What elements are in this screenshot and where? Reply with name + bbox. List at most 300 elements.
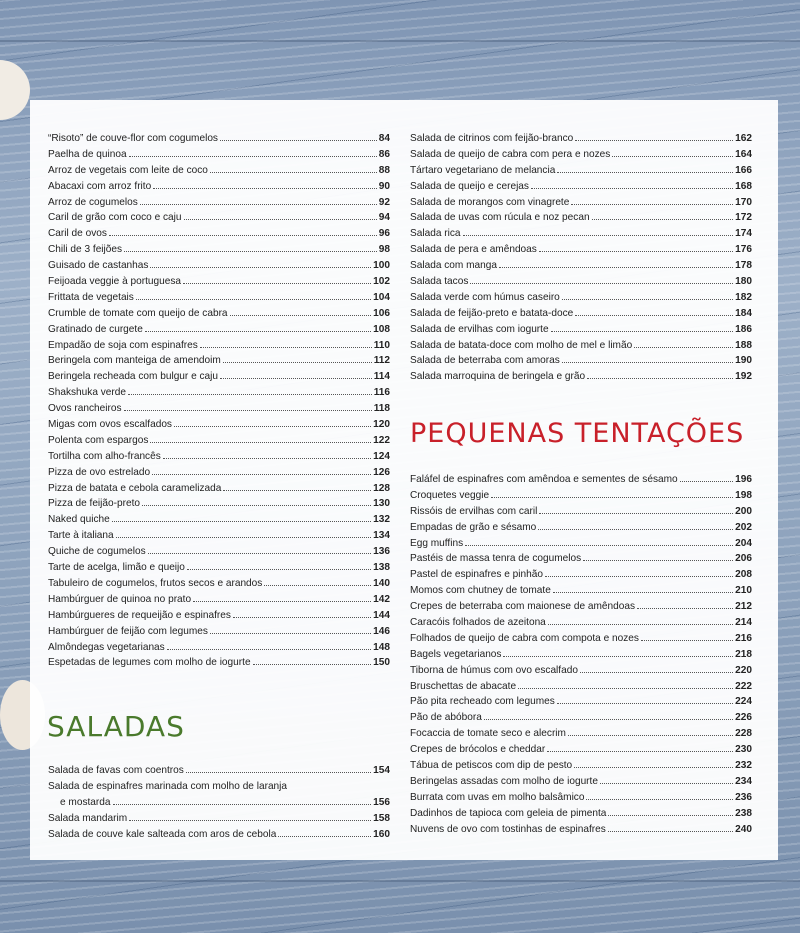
toc-entry-page: 124 [373,450,390,462]
toc-entry [48,179,390,195]
toc-entry-title: Guisado de castanhas [48,260,149,272]
toc-entry-page: 122 [373,434,390,446]
wood-plank-line [0,40,800,42]
dot-leader [608,822,733,832]
toc-entry [410,147,752,163]
dot-leader [142,496,371,506]
toc-entry-page: 188 [735,339,752,351]
toc-entry [410,742,752,758]
dot-leader [148,544,372,554]
toc-entry-page: 164 [735,148,752,160]
dot-leader [223,353,372,363]
toc-entry-title: Crepes de brócolos e cheddar [410,744,546,756]
toc-entry-title: e mostarda [60,796,111,808]
toc-entry [48,827,390,843]
toc-entry-page: 204 [735,537,752,549]
toc-entry-page: 210 [735,585,752,597]
dot-leader [150,258,371,268]
left-column [48,131,390,671]
toc-entry-page: 240 [735,823,752,835]
dot-leader [539,504,733,514]
toc-entry-page: 196 [735,474,752,485]
toc-entry-page: 142 [373,593,390,605]
toc-entry [48,433,390,449]
toc-entry-title: Caracóis folhados de azeitona [410,617,546,629]
toc-entry [410,274,752,290]
toc-entry-title: Gratinado de curgete [48,323,143,335]
toc-entry [410,242,752,258]
saladas-list [48,763,390,842]
toc-entry-page: 100 [373,260,390,272]
toc-entry [48,608,390,624]
dot-leader [253,655,372,665]
toc-entry-title: Beringelas assadas com molho de iogurte [410,775,598,787]
toc-entry-page: 126 [373,466,390,478]
toc-entry [410,353,752,369]
toc-entry-title: Empadas de grão e sésamo [410,521,537,533]
toc-entry [410,774,752,790]
toc-entry [48,528,390,544]
toc-entry-page: 94 [378,212,390,224]
toc-entry [48,274,390,290]
toc-entry-title: Pão pita recheado com legumes [410,696,555,708]
toc-entry-title: Crumble de tomate com queijo de cabra [48,307,228,319]
toc-entry-page: 176 [735,244,752,256]
toc-entry [410,179,752,195]
toc-entry [48,385,390,401]
toc-entry-page: 116 [373,387,390,399]
toc-entry-title: Nuvens de ovo com tostinhas de espinafres [410,823,606,835]
toc-entry-title: Salada de couve kale salteada com aros de cebola [48,828,277,840]
toc-entry-title: Salada tacos [410,276,469,288]
toc-entry-title: “Risoto” de couve-flor com cogumelos [48,133,218,144]
dot-leader [499,258,733,268]
toc-entry [410,210,752,226]
toc-entry-title: Pizza de feijão-preto [48,498,141,510]
toc-entry [48,147,390,163]
toc-entry-page: 136 [373,546,390,558]
toc-entry [48,560,390,576]
toc-entry-page: 102 [373,276,390,288]
dot-leader [608,806,733,816]
toc-entry-title: Salada de espinafres marinada com molho de laranja [48,780,288,792]
toc-entry-page: 186 [735,323,752,335]
toc-entry-title: Naked quiche [48,514,110,526]
dot-leader [562,353,733,363]
toc-entry-title: Faláfel de espinafres com amêndoa e sementes de sésamo [410,474,678,485]
toc-entry-title: Almôndegas vegetarianas [48,641,165,653]
toc-entry-page: 228 [735,728,752,740]
toc-entry [410,615,752,631]
toc-entry-page: 206 [735,553,752,565]
dot-leader [187,560,371,570]
dot-leader [538,520,733,530]
dot-leader [465,536,733,546]
dot-leader [230,306,372,316]
toc-entry-page: 218 [735,648,752,660]
dot-leader [531,179,733,189]
toc-entry [410,488,752,504]
toc-entry [410,520,752,536]
toc-entry-page: 174 [735,228,752,240]
dot-leader [124,401,372,411]
toc-entry-title: Bruschettas de abacate [410,680,517,692]
dot-leader [140,195,377,205]
dot-leader [583,551,733,561]
dot-leader [641,631,733,641]
dot-leader [113,795,372,805]
dot-leader [571,195,733,205]
toc-entry [410,567,752,583]
toc-entry-title: Espetadas de legumes com molho de iogurte [48,657,251,669]
toc-entry-page: 156 [373,796,390,808]
dot-leader [129,147,377,157]
toc-entry-page: 168 [735,180,752,192]
dot-leader [128,385,372,395]
toc-entry [410,758,752,774]
dot-leader [210,624,371,634]
toc-entry [48,290,390,306]
toc-entry [410,504,752,520]
toc-entry [48,640,390,656]
dot-leader [220,369,372,379]
dot-leader [503,647,733,657]
toc-entry-page: 158 [373,812,390,824]
dot-leader [557,694,733,704]
toc-entry [48,496,390,512]
toc-entry [410,536,752,552]
toc-entry [410,631,752,647]
toc-entry [48,401,390,417]
toc-entry [48,163,390,179]
toc-entry [48,353,390,369]
toc-entry-title: Paelha de quinoa [48,148,127,160]
toc-entry [48,795,390,811]
toc-entry-page: 180 [735,276,752,288]
toc-entry-page: 118 [373,403,390,415]
toc-entry-title: Polenta com espargos [48,434,149,446]
toc-entry [48,306,390,322]
toc-entry-title: Quiche de cogumelos [48,546,146,558]
dot-leader [491,488,733,498]
toc-entry-title: Hambúrguer de feijão com legumes [48,625,208,637]
dot-leader [210,163,377,173]
wood-plank-line [0,880,800,882]
toc-entry [410,710,752,726]
toc-entry [410,226,752,242]
toc-entry-page: 98 [378,244,390,256]
toc-entry-title: Salada de batata-doce com molho de mel e limão [410,339,633,351]
toc-entry-page: 212 [735,601,752,613]
dot-leader [116,528,372,538]
toc-entry-page: 234 [735,775,752,787]
dot-leader [470,274,733,284]
toc-entry-title: Chili de 3 feijões [48,244,123,256]
toc-entry-title: Empadão de soja com espinafres [48,339,198,351]
toc-entry-title: Migas com ovos escalfados [48,419,172,431]
dot-leader [551,322,734,332]
toc-entry-title: Focaccia de tomate seco e alecrim [410,728,566,740]
dot-leader [152,465,371,475]
dot-leader [183,274,371,284]
toc-entry [410,647,752,663]
dot-leader [167,640,371,650]
dot-leader [545,567,733,577]
dot-leader [574,758,733,768]
toc-entry-page: 86 [378,148,390,160]
toc-entry [48,763,390,779]
toc-entry-page: 92 [378,196,390,208]
toc-entry-title: Beringela recheada com bulgur e caju [48,371,219,383]
dot-leader [200,338,372,348]
toc-entry-title: Burrata com uvas em molho balsâmico [410,791,585,803]
dot-leader [634,338,733,348]
dot-leader [600,774,733,784]
dot-leader [264,576,371,586]
toc-entry-title: Hambúrguer de quinoa no prato [48,593,192,605]
toc-entry-title: Abacaxi com arroz frito [48,180,152,192]
toc-entry-title: Salada com manga [410,260,497,272]
toc-entry [410,369,752,385]
toc-entry-title: Bagels vegetarianos [410,648,502,660]
toc-entry-title: Pizza de ovo estrelado [48,466,151,478]
toc-entry [48,258,390,274]
toc-entry-page: 138 [373,562,390,574]
dot-leader [163,449,371,459]
toc-entry [410,679,752,695]
dot-leader [124,242,377,252]
toc-entry-title: Crepes de beterraba com maionese de amêndoas [410,601,635,613]
dot-leader [220,131,377,141]
toc-entry-page: 232 [735,760,752,772]
dot-leader [592,210,734,220]
toc-entry [410,599,752,615]
toc-entry [410,726,752,742]
toc-entry-title: Tábua de petiscos com dip de pesto [410,760,573,772]
toc-entry [48,449,390,465]
toc-entry-page: 150 [373,657,390,669]
toc-entry-page: 200 [735,505,752,517]
toc-entry-title: Rissóis de ervilhas com caril [410,505,538,517]
toc-entry-page: 148 [373,641,390,653]
toc-entry-title: Frittata de vegetais [48,291,134,303]
toc-entry-title: Ovos rancheiros [48,403,122,415]
toc-entry [410,822,752,838]
toc-entry [48,624,390,640]
toc-entry-title: Croquetes veggie [410,489,490,501]
toc-entry-page: 214 [735,617,752,629]
toc-entry-page: 130 [373,498,390,510]
toc-entry-page: 132 [373,514,390,526]
toc-entry-title: Pizza de batata e cebola caramelizada [48,482,222,494]
toc-entry-title: Salada de feijão-preto e batata-doce [410,307,574,319]
toc-entry [48,811,390,827]
toc-entry-page: 108 [373,323,390,335]
toc-entry [48,465,390,481]
toc-entry [48,544,390,560]
toc-entry-page: 96 [378,228,390,240]
dot-leader [553,583,733,593]
toc-entry [48,512,390,528]
dot-leader [233,608,371,618]
toc-entry-page: 222 [735,680,752,692]
dot-leader [612,147,733,157]
dot-leader [518,679,733,689]
toc-entry-title: Tabuleiro de cogumelos, frutos secos e arandos [48,577,263,589]
dot-leader [174,417,371,427]
toc-entry [410,790,752,806]
toc-entry-page: 172 [735,212,752,224]
dot-leader [153,179,377,189]
toc-entry-title: Caril de grão com coco e caju [48,212,182,224]
toc-entry [48,195,390,211]
toc-entry-page: 162 [735,133,752,144]
toc-entry [48,226,390,242]
toc-entry-page: 202 [735,521,752,533]
toc-entry-page: 184 [735,307,752,319]
dot-leader [568,726,733,736]
dot-leader [186,763,371,773]
toc-entry-page: 190 [735,355,752,367]
toc-entry-page: 226 [735,712,752,724]
toc-entry [410,551,752,567]
dot-leader [586,790,733,800]
toc-entry-title: Egg muffins [410,537,464,549]
toc-entry [410,290,752,306]
toc-entry [410,306,752,322]
toc-entry-page: 220 [735,664,752,676]
toc-entry [48,210,390,226]
toc-entry-title: Hambúrgueres de requeijão e espinafres [48,609,231,621]
toc-entry-page: 128 [373,482,390,494]
toc-entry-page: 106 [373,307,390,319]
dot-leader [557,163,733,173]
toc-entry [410,258,752,274]
toc-entry [410,583,752,599]
toc-entry-title: Salada de pera e amêndoas [410,244,537,256]
toc-entry-title: Tarte de acelga, limão e queijo [48,562,185,574]
toc-entry [410,806,752,822]
toc-entry-title: Tiborna de húmus com ovo escalfado [410,664,578,676]
dot-leader [547,742,733,752]
toc-entry-title: Salada verde com húmus caseiro [410,291,560,303]
dot-leader [129,811,371,821]
toc-entry-title: Salada de citrinos com feijão-branco [410,133,574,144]
toc-entry [48,131,390,147]
dot-leader [150,433,371,443]
toc-entry-page: 140 [373,577,390,589]
toc-entry-title: Caril de ovos [48,228,107,240]
dot-leader [278,827,371,837]
toc-entry-title: Salada marroquina de beringela e grão [410,371,586,383]
toc-entry-page: 90 [378,180,390,192]
toc-entry [48,338,390,354]
toc-entry-title: Salada de queijo de cabra com pera e nozes [410,148,611,160]
toc-entry [48,592,390,608]
toc-entry-page: 114 [373,371,390,383]
toc-entry-title: Salada mandarim [48,812,128,824]
toc-entry-page: 144 [373,609,390,621]
toc-entry-title: Salada de uvas com rúcula e noz pecan [410,212,590,224]
saladas-title: SALADAS [47,710,185,743]
toc-entry-page: 230 [735,744,752,756]
toc-entry [48,779,390,795]
toc-entry-page: 110 [373,339,390,351]
toc-entry-page: 192 [735,371,752,383]
toc-entry [410,663,752,679]
toc-entry [410,338,752,354]
toc-entry-page: 120 [373,419,390,431]
dot-leader [637,599,733,609]
dot-leader [548,615,733,625]
toc-entry-title: Tártaro vegetariano de melancia [410,164,556,176]
dot-leader [136,290,371,300]
dot-leader [484,710,733,720]
toc-entry [48,417,390,433]
toc-entry [410,195,752,211]
toc-entry [410,163,752,179]
dot-leader [184,210,377,220]
toc-entry-page: 182 [735,291,752,303]
toc-entry-page: 170 [735,196,752,208]
toc-entry-title: Salada de queijo e cerejas [410,180,529,192]
toc-entry-title: Salada de beterraba com amoras [410,355,560,367]
toc-entry-page: 112 [373,355,390,367]
dot-leader [539,242,733,252]
toc-entry-page: 224 [735,696,752,708]
toc-entry [48,576,390,592]
toc-entry-page: 216 [735,632,752,644]
toc-entry-title: Folhados de queijo de cabra com compota e nozes [410,632,639,644]
dot-leader [145,322,371,332]
toc-entry [48,369,390,385]
toc-entry-title: Dadinhos de tapioca com geleia de pimenta [410,807,607,819]
dot-leader [109,226,377,236]
dot-leader [575,306,733,316]
toc-entry-title: Salada de ervilhas com iogurte [410,323,549,335]
toc-entry-page: 160 [373,828,390,840]
dot-leader [680,472,734,482]
toc-entry [48,481,390,497]
toc-entry-title: Tarte à italiana [48,530,114,542]
toc-entry [48,242,390,258]
dot-leader [223,481,371,491]
toc-entry-title: Tortilha com alho-francês [48,450,161,462]
toc-entry-page: 134 [373,530,390,542]
toc-entry-title: Beringela com manteiga de amendoim [48,355,221,367]
toc-entry-title: Salada de favas com coentros [48,765,184,776]
dot-leader [463,226,734,236]
toc-entry-title: Pastéis de massa tenra de cogumelos [410,553,582,565]
toc-entry-page: 236 [735,791,752,803]
toc-entry-page: 88 [378,164,390,176]
toc-entry-page: 166 [735,164,752,176]
dot-leader [193,592,371,602]
toc-entry-title: Arroz de vegetais com leite de coco [48,164,208,176]
dot-leader [575,131,733,141]
toc-entry-title: Pastel de espinafres e pinhão [410,569,543,581]
dot-leader [112,512,371,522]
toc-entry-page: 178 [735,260,752,272]
pequenas-title: PEQUENAS TENTAÇÕES [410,418,745,449]
toc-entry-page: 84 [378,133,390,144]
toc-entry-title: Salada de morangos com vinagrete [410,196,570,208]
toc-entry-page: 104 [373,291,390,303]
toc-entry [410,694,752,710]
pequenas-list [410,472,752,837]
toc-entry-title: Pão de abóbora [410,712,482,724]
toc-entry [48,322,390,338]
